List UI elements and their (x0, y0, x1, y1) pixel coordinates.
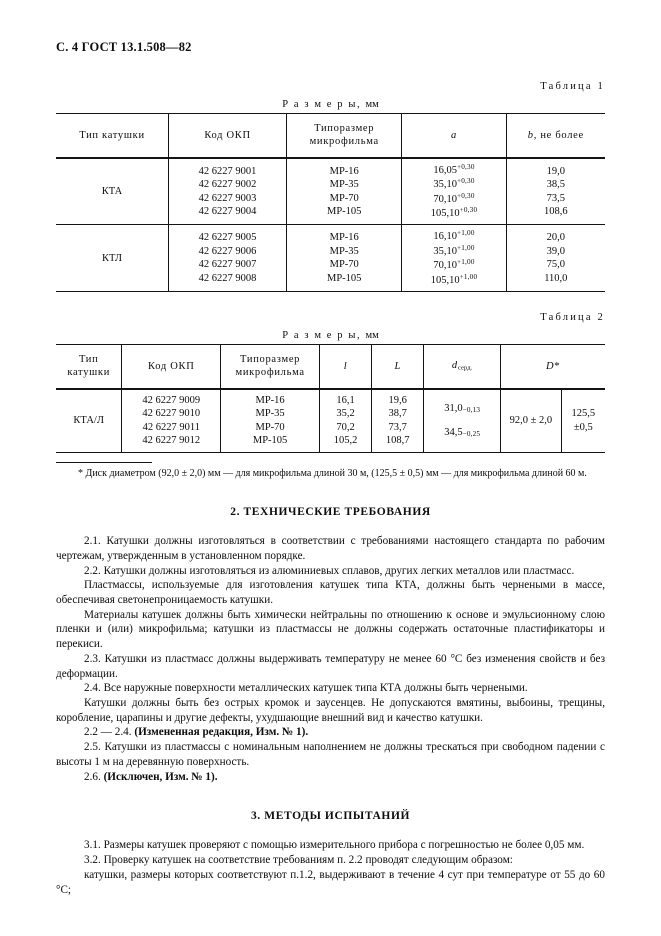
paragraph-2-5: 2.5. Катушки из пластмассы с номинальным наполнением не должны трескаться при свободном падении с высоты 1 м на деревянную поверхность. (56, 741, 605, 768)
table1-body (56, 158, 605, 292)
table2-d-value (427, 402, 497, 415)
table1-b-value: 38,5 (546, 179, 565, 191)
table1-a-value (405, 163, 502, 177)
paragraph-2-1: 2.1. Катушки должны изготовляться в соответствии с требованиями настоящего стандарта по рабочим чертежам, утвержденным в установленном порядке. (56, 535, 605, 562)
table2-L-value: 38,7 (388, 408, 407, 420)
table1-b-value: 73,5 (546, 192, 565, 204)
section-2-heading: 2. ТЕХНИЧЕСКИЕ ТРЕБОВАНИЯ (230, 506, 431, 519)
table2-col-type-line1: Тип (78, 354, 99, 365)
table1-code: 42 6227 9008 (198, 272, 257, 284)
paragraph-2-2: 2.2. Катушки должны изготовляться из алюминиевых сплавов, других легких металлов или пластмасс. (84, 564, 575, 577)
table1-col-b (506, 114, 605, 158)
amendment-note-1-text: (Измененная редакция, Изм. № 1). (134, 726, 309, 739)
table1-number-label: Таблица 1 (540, 81, 605, 92)
table1-a-base: 70,10 (433, 260, 457, 272)
table2-col-l (320, 345, 372, 389)
table1-cell-a (402, 158, 506, 225)
table2-d-base: 31,0 (444, 402, 463, 414)
table1-cell-codes (169, 158, 287, 225)
table1-a-value (405, 192, 502, 206)
table2-number-label: Таблица 2 (540, 312, 605, 323)
table-row (56, 225, 605, 292)
table1-cell-b (506, 158, 605, 225)
table2-col-okp: Код ОКП (122, 345, 221, 389)
table1-a-tol: +1,00 (456, 258, 475, 267)
amendment-note-2-text: (Исключен, Изм. № 1). (103, 770, 218, 783)
table2-l-value: 105,2 (333, 435, 358, 447)
table2-code: 42 6227 9011 (142, 421, 200, 433)
table2-L-value: 108,7 (385, 435, 410, 447)
table1-code: 42 6227 9003 (198, 192, 257, 204)
table1-cell-a (402, 225, 506, 292)
table2-cell-film-sizes (221, 389, 320, 452)
footnote-rule (56, 462, 152, 463)
table1-film-size: МР-35 (329, 245, 359, 257)
table2 (56, 344, 605, 453)
table2-film-size: МР-35 (255, 408, 285, 420)
table1-a-base: 105,10 (430, 274, 460, 286)
table1-a-base: 35,10 (433, 179, 457, 191)
table2-col-type (56, 345, 122, 389)
table1-code: 42 6227 9004 (198, 206, 257, 218)
table1-cell-codes (169, 225, 287, 292)
table2-l-value: 16,1 (336, 394, 355, 406)
table1-title-prefix: Р а з м е р ы, (282, 99, 362, 110)
table1-a-base: 35,10 (433, 245, 457, 257)
table1-title (56, 99, 605, 110)
table1-col-type: Тип катушки (56, 114, 169, 158)
table-row (56, 158, 605, 225)
table1-a-tol: +1,00 (456, 229, 475, 238)
table1-a-tol: +1,00 (459, 272, 478, 281)
table2-d-value (427, 426, 497, 439)
table1-title-unit: мм (365, 99, 379, 110)
table1-cell-type: КТЛ (56, 225, 169, 292)
table2-d-base: 34,5 (444, 427, 463, 439)
table2-L-value: 73,7 (388, 421, 407, 433)
table1-a-value (405, 273, 502, 287)
table1-col-a-symbol: a (451, 129, 457, 141)
table2-code: 42 6227 9012 (142, 435, 201, 447)
table1-a-base: 70,10 (433, 193, 457, 205)
paragraph-3-2: 3.2. Проверку катушек на соответствие требованиям п. 2.2 проводят следующим образом: (84, 854, 513, 867)
paragraph-3-1: 3.1. Размеры катушек проверяют с помощью измерительного прибора с погрешностью не более 0,05 мм. (84, 839, 585, 852)
table1-cell-b (506, 225, 605, 292)
table1-col-okp: Код ОКП (169, 114, 287, 158)
table2-d-gap (427, 415, 497, 426)
table2-col-D-asterisk: * (554, 360, 561, 372)
page-header: С. 4 ГОСТ 13.1.508—82 (56, 40, 192, 54)
paragraph-3-2-sub: катушки, размеры которых соответствуют п.1.2, выдерживают в течение 4 сут при температуре от 55 до 60 °С; (56, 868, 605, 896)
table1-a-base: 16,10 (433, 231, 457, 243)
table2-body (56, 389, 605, 452)
paragraph-plastics: Пластмассы, используемые для изготовления катушек типа КТА, должны быть чернеными в массе, обеспечивая светонепроницаемость катушки. (56, 579, 605, 606)
section-3-heading: 3. МЕТОДЫ ИСПЫТАНИЙ (250, 810, 411, 823)
table2-title-prefix: Р а з м е р ы, (282, 330, 362, 341)
table2-film-size: МР-70 (255, 421, 285, 433)
table1-code: 42 6227 9002 (198, 179, 257, 191)
table1-a-tol: +0,30 (459, 206, 478, 215)
table-row (56, 389, 605, 452)
table1-film-size: МР-16 (329, 232, 359, 244)
table2-col-D-symbol: D (545, 360, 555, 372)
table2-col-film-size (221, 345, 320, 389)
table2-col-d-core (424, 345, 501, 389)
table2-code: 42 6227 9009 (142, 394, 201, 406)
table1-b-value: 110,0 (544, 272, 568, 284)
table2-col-type-line2: катушки (67, 367, 111, 379)
table2-d-tol: −0,25 (462, 430, 481, 439)
table1-col-film-size (287, 114, 402, 158)
table2-col-L (372, 345, 424, 389)
table1-col-a (402, 114, 506, 158)
table1-col-film-size-line1: Типоразмер (314, 123, 375, 134)
table2-col-d-symbol: d (451, 360, 458, 372)
table1-b-value: 39,0 (546, 245, 565, 257)
amendment-note-1 (56, 725, 605, 740)
table1-b-value: 75,0 (546, 259, 565, 271)
table2-title (56, 330, 605, 341)
table2-cell-D-60m (561, 389, 605, 452)
table2-cell-codes (122, 389, 221, 452)
table1 (56, 113, 605, 292)
table1-a-value (405, 177, 502, 191)
table2-col-film-size-line1: Типоразмер (240, 354, 301, 365)
table2-cell-D-30m: 92,0 ± 2,0 (501, 389, 561, 452)
table1-col-film-size-line2: микрофильма (309, 136, 379, 148)
table1-a-tol: +1,00 (456, 243, 475, 252)
table1-code: 42 6227 9006 (198, 245, 257, 257)
table1-a-value (405, 244, 502, 258)
table1-col-b-rest: , не более (533, 129, 584, 141)
table1-b-value: 20,0 (546, 232, 565, 244)
table2-title-unit: мм (365, 330, 379, 341)
table1-col-b-symbol: b (527, 129, 534, 141)
paragraph-2-4: 2.4. Все наружные поверхности металлических катушек типа КТА должны быть чернеными. (84, 682, 528, 695)
table2-cell-l (320, 389, 372, 452)
table2-col-d-subscript: серд. (457, 365, 473, 373)
amendment-note-2-range: 2.6. (84, 770, 104, 783)
table2-D-line1: 125,5 (571, 408, 596, 420)
table2-l-value: 35,2 (336, 408, 355, 420)
table2-cell-type: КТА/Л (56, 389, 122, 452)
amendment-note-2 (56, 770, 605, 785)
table2-cell-d-core (424, 389, 501, 452)
table2-D-line2: ±0,5 (573, 421, 593, 433)
paragraph-materials: Материалы катушек должны быть химически нейтральны по отношению к основе и эмульсионному слою пленки и (или) микрофильма; катушки из пластмассы не должны содержать остаточные пластификаторы и перекиси. (56, 608, 605, 651)
table2-L-value: 19,6 (388, 394, 407, 406)
table1-cell-film-sizes (287, 225, 402, 292)
table1-a-tol: +0,30 (456, 177, 475, 186)
table1-code: 42 6227 9001 (198, 165, 257, 177)
table2-col-D (501, 345, 605, 389)
table1-a-base: 105,10 (430, 208, 460, 219)
table1-b-value: 19,0 (546, 165, 565, 177)
table2-footnote (56, 462, 605, 481)
paragraph-defects: Катушки должны быть без острых кромок и заусенцев. Не допускаются вмятины, выбоины, трещины, коробление, царапины и другие дефекты, ухудшающие внешний вид и качество катушки. (56, 697, 605, 724)
table1-film-size: МР-16 (329, 165, 359, 177)
table2-l-value: 70,2 (336, 421, 355, 433)
table1-header-row (56, 114, 605, 158)
table1-a-value (405, 258, 502, 272)
table2-film-size: МР-105 (252, 435, 288, 447)
table1-a-value (405, 229, 502, 243)
table1-film-size: МР-70 (329, 192, 359, 204)
table1-a-tol: +0,30 (456, 191, 475, 200)
table1-film-size: МР-70 (329, 259, 359, 271)
table1-code: 42 6227 9007 (198, 259, 257, 271)
table2-cell-L (372, 389, 424, 452)
table2-col-L-symbol: L (394, 360, 401, 372)
table1-cell-type: КТА (56, 158, 169, 225)
table1-film-size: МР-35 (329, 179, 359, 191)
table1-code: 42 6227 9005 (198, 232, 257, 244)
amendment-note-1-range: 2.2 — 2.4. (84, 726, 135, 739)
table2-film-size: МР-16 (255, 394, 285, 406)
table2-col-l-symbol: l (343, 360, 348, 372)
table1-film-size: МР-105 (326, 272, 362, 284)
table1-film-size: МР-105 (326, 206, 362, 218)
table1-b-value: 108,6 (544, 206, 568, 218)
paragraph-2-3: 2.3. Катушки из пластмасс должны выдерживать температуру не менее 60 °С без изменения свойств и без деформации. (56, 652, 605, 680)
table1-a-value (405, 206, 502, 220)
table2-d-tol: −0,13 (462, 405, 481, 414)
table1-a-base: 16,05 (433, 164, 457, 176)
table2-header-row (56, 345, 605, 389)
table1-cell-film-sizes (287, 158, 402, 225)
table2-col-film-size-line2: микрофильма (235, 367, 305, 379)
table1-a-tol: +0,30 (456, 162, 475, 171)
footnote-text: * Диск диаметром (92,0 ± 2,0) мм — для микрофильма длиной 30 м, (125,5 ± 0,5) мм — для микрофильма длиной 60 м. (78, 467, 587, 479)
table2-code: 42 6227 9010 (142, 408, 201, 420)
